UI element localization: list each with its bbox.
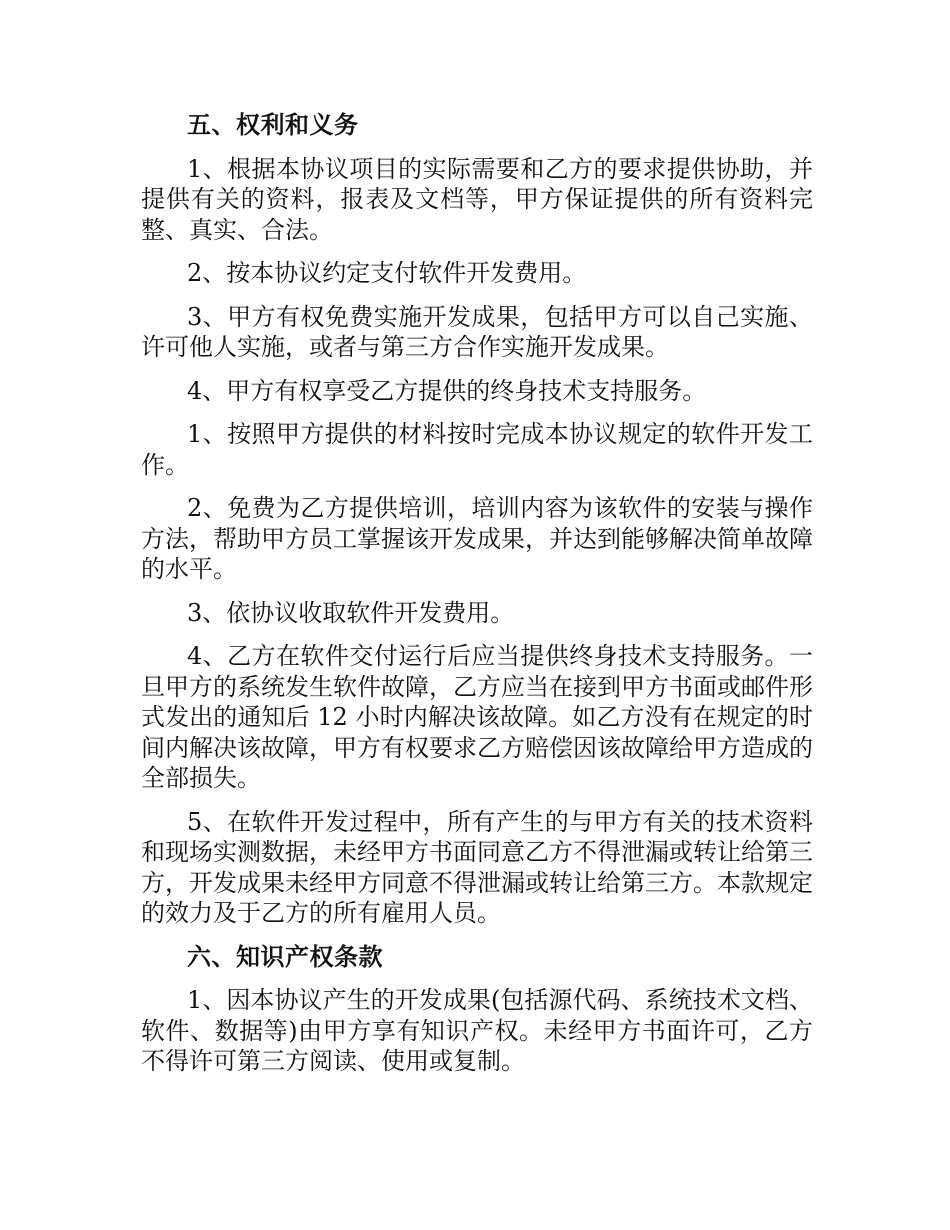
paragraph: 1、因本协议产生的开发成果(包括源代码、系统技术文档、软件、数据等)由甲方享有知识产权。未经甲方书面许可，乙方不得许可第三方阅读、使用或复制。 [141, 986, 813, 1075]
section-heading-rights-obligations: 五、权利和义务 [187, 111, 359, 139]
paragraph: 1、根据本协议项目的实际需要和乙方的要求提供协助，并提供有关的资料，报表及文档等，甲方保证提供的所有资料完整、真实、合法。 [141, 154, 813, 244]
document-page [141, 110, 813, 1090]
paragraph: 1、按照甲方提供的材料按时完成本协议规定的软件开发工作。 [141, 420, 813, 479]
paragraph: 3、依协议收取软件开发费用。 [187, 598, 515, 627]
paragraph: 2、按本协议约定支付软件开发费用。 [187, 259, 587, 287]
paragraph: 4、乙方在软件交付运行后应当提供终身技术支持服务。一旦甲方的系统发生软件故障，乙方应当在接到甲方书面或邮件形式发出的通知后 12 小时内解决该故障。如乙方没有在规定的时间内解决该故障，甲方有权要求乙方赔偿因该故障给甲方造成的全部损失。 [141, 642, 813, 792]
paragraph: 5、在软件开发过程中，所有产生的与甲方有关的技术资料和现场实测数据，未经甲方书面同意乙方不得泄漏或转让给第三方，开发成果未经甲方同意不得泄漏或转让给第三方。本款规定的效力及于乙方的所有雇用人员。 [141, 807, 813, 927]
paragraph: 4、甲方有权享受乙方提供的终身技术支持服务。 [187, 376, 707, 405]
paragraph: 2、免费为乙方提供培训，培训内容为该软件的安装与操作方法，帮助甲方员工掌握该开发成果，并达到能够解决简单故障的水平。 [141, 494, 813, 583]
paragraph: 3、甲方有权免费实施开发成果，包括甲方可以自己实施、许可他人实施，或者与第三方合作实施开发成果。 [141, 302, 813, 361]
section-heading-intellectual-property: 六、知识产权条款 [187, 942, 383, 971]
